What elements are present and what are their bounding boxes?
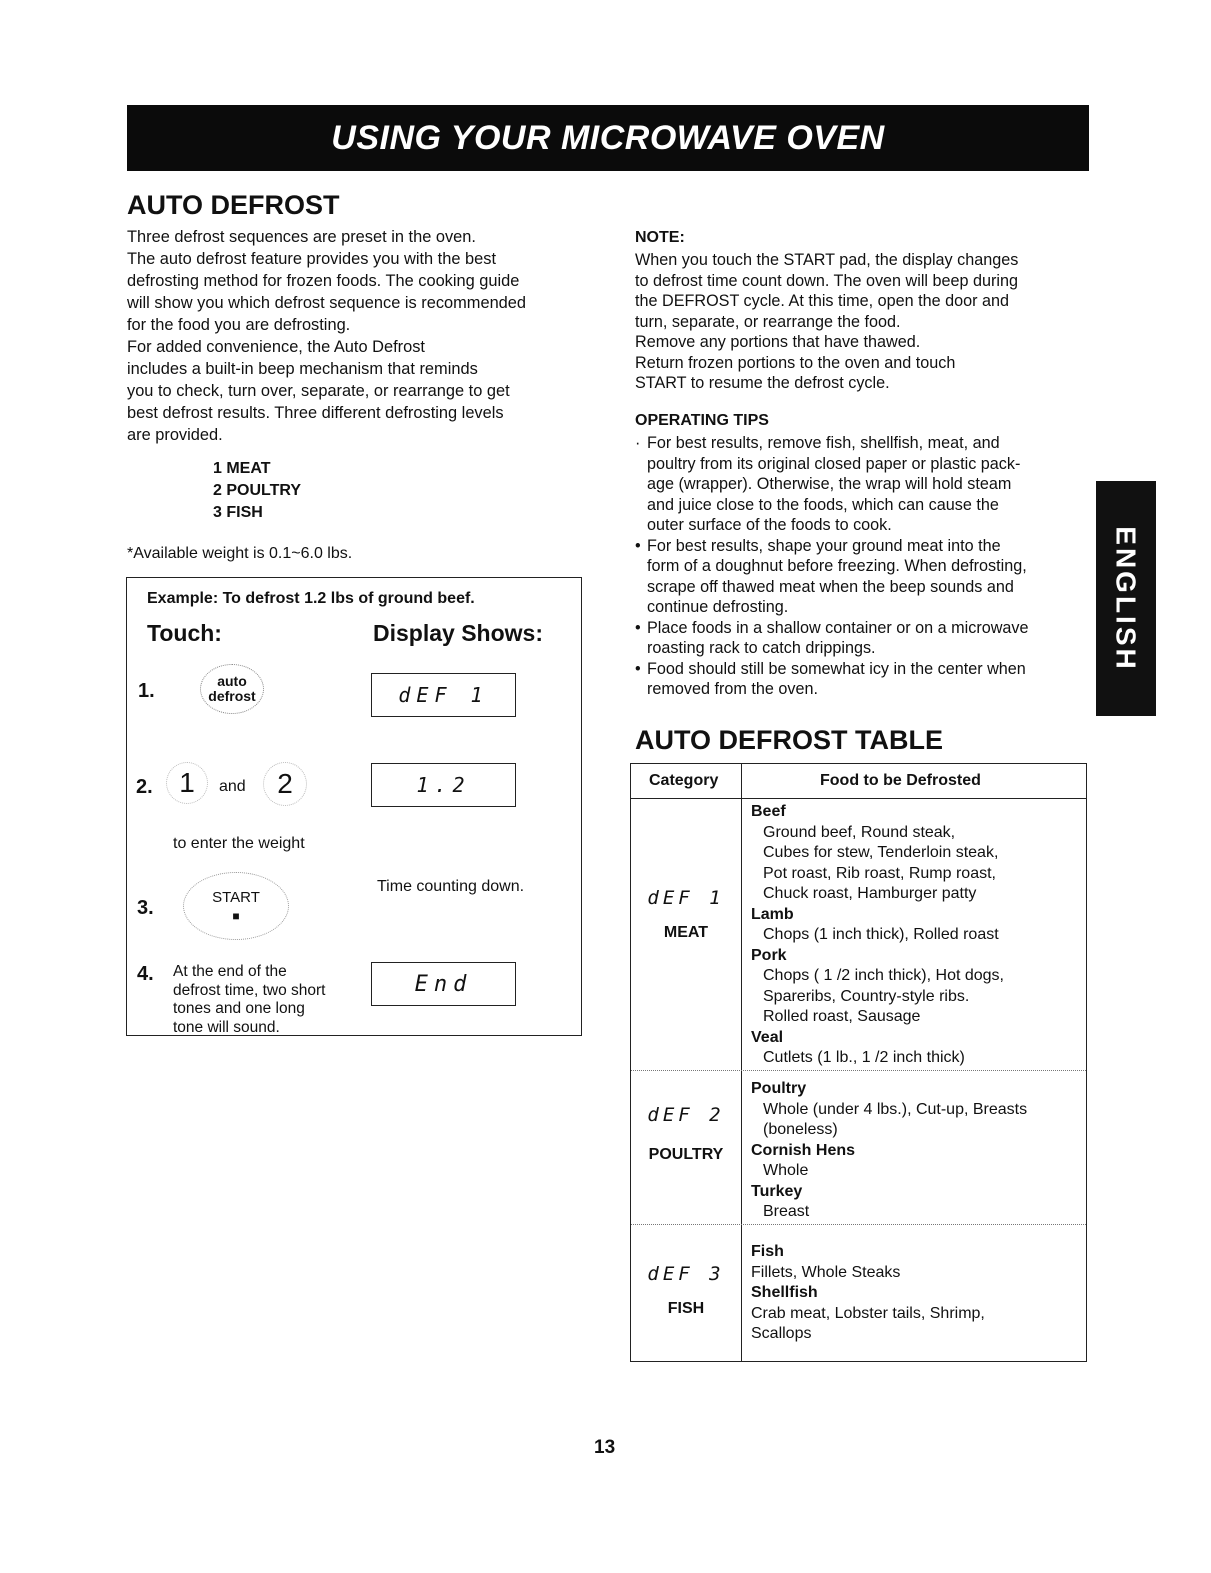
food-item: Whole xyxy=(763,1162,809,1179)
intro-line: includes a built-in beep mechanism that reminds xyxy=(127,360,478,378)
intro-line: will show you which defrost sequence is recommended xyxy=(127,294,527,312)
touch-header: Touch: xyxy=(147,620,222,646)
step-line: tone will sound. xyxy=(173,1018,280,1036)
example-title: Example: To defrost 1.2 lbs of ground beef. xyxy=(147,590,475,607)
display-caption: Time counting down. xyxy=(377,878,525,895)
food-item: Cubes for stew, Tenderloin steak, xyxy=(763,844,999,861)
step-caption: to enter the weight xyxy=(173,835,305,852)
category-name: POULTRY xyxy=(648,1146,724,1163)
step-number: 4. xyxy=(137,963,154,985)
food-group: Lamb xyxy=(751,905,794,923)
category-code: dEF 3 xyxy=(647,1263,725,1285)
tip-line: roasting rack to catch drippings. xyxy=(647,639,876,657)
food-group: Pork xyxy=(751,946,787,964)
food-item: Cutlets (1 lb., 1 /2 inch thick) xyxy=(763,1049,965,1066)
note-line: START to resume the defrost cycle. xyxy=(635,374,890,392)
intro-line: The auto defrost feature provides you with the best xyxy=(127,250,497,268)
display-lcd: dEF 1 xyxy=(371,673,516,717)
category-code: dEF 2 xyxy=(647,1104,725,1126)
page-banner xyxy=(127,105,1089,171)
food-group: Fish xyxy=(751,1243,784,1260)
bullet-icon: · xyxy=(635,434,641,452)
food-group: Beef xyxy=(751,803,786,820)
food-item: Chuck roast, Hamburger patty xyxy=(763,885,977,902)
tip-line: poultry from its original closed paper or plastic pack- xyxy=(647,454,1021,473)
number-key-2[interactable] xyxy=(263,762,307,806)
tip-line: Food should still be somewhat icy in the center when xyxy=(647,659,1026,678)
food-group: Shellfish xyxy=(751,1284,818,1301)
food-item: Spareribs, Country-style ribs. xyxy=(763,987,970,1005)
step-line: tones and one long xyxy=(173,1000,305,1017)
column-header-food: Food to be Defrosted xyxy=(820,772,981,789)
button-label: defrost xyxy=(208,688,256,704)
key-label: 2 xyxy=(277,768,293,799)
food-item: Chops ( 1 /2 inch thick), Hot dogs, xyxy=(763,967,1004,984)
tip-item xyxy=(635,659,1085,700)
tip-line: continue defrosting. xyxy=(647,598,789,616)
intro-line: defrosting method for frozen foods. The cooking guide xyxy=(127,272,520,290)
note-body xyxy=(635,250,1085,394)
intro-line: For added convenience, the Auto Defrost xyxy=(127,338,425,356)
defrost-levels-list xyxy=(213,458,301,524)
food-item: Ground beef, Round steak, xyxy=(763,823,956,841)
intro-line: best defrost results. Three different defrosting levels xyxy=(127,404,504,422)
food-item: Fillets, Whole Steaks xyxy=(751,1263,901,1281)
and-text: and xyxy=(219,778,246,795)
weight-note: *Available weight is 0.1~6.0 lbs. xyxy=(127,545,353,562)
food-item: Chops (1 inch thick), Rolled roast xyxy=(763,926,999,943)
bullet-icon: • xyxy=(635,536,641,555)
row-divider xyxy=(631,1224,1086,1225)
step-description xyxy=(173,963,325,1037)
food-list xyxy=(751,1079,1027,1223)
bullet-icon: • xyxy=(635,659,641,678)
tips-list xyxy=(635,433,1085,700)
bullet-icon: • xyxy=(635,618,641,637)
button-label: START xyxy=(212,889,260,906)
tip-line: removed from the oven. xyxy=(647,680,818,698)
button-label: auto xyxy=(217,673,247,689)
note-line: the DEFROST cycle. At this time, open the door and xyxy=(635,292,1009,310)
row-divider xyxy=(631,1070,1086,1071)
banner-title: USING YOUR MICROWAVE OVEN xyxy=(331,118,885,157)
tip-item xyxy=(635,618,1085,659)
level-item: 3 FISH xyxy=(213,504,263,521)
start-button[interactable] xyxy=(183,872,289,940)
language-tab-label: ENGLISH xyxy=(1111,525,1142,672)
note-line: Return frozen portions to the oven and touch xyxy=(635,353,956,372)
tip-line: form of a doughnut before freezing. When defrosting, xyxy=(647,557,1027,575)
food-item: (boneless) xyxy=(763,1121,838,1138)
note-title: NOTE: xyxy=(635,229,685,246)
food-list xyxy=(751,1242,985,1345)
intro-line: you to check, turn over, separate, or rearrange to get xyxy=(127,382,510,400)
intro-line: Three defrost sequences are preset in the oven. xyxy=(127,228,476,246)
tip-line: outer surface of the foods to cook. xyxy=(647,516,892,534)
food-item: Breast xyxy=(763,1203,810,1220)
display-header: Display Shows: xyxy=(373,620,543,646)
note-line: When you touch the START pad, the display changes xyxy=(635,251,1019,269)
food-group: Turkey xyxy=(751,1182,803,1200)
note-line: Remove any portions that have thawed. xyxy=(635,333,921,351)
intro-line: for the food you are defrosting. xyxy=(127,316,351,334)
header-divider xyxy=(631,798,1086,799)
defrost-table xyxy=(630,763,1087,1362)
language-tab xyxy=(1096,481,1156,716)
table-title: AUTO DEFROST TABLE xyxy=(635,725,943,755)
tip-line: For best results, shape your ground meat into the xyxy=(647,536,1001,555)
display-lcd: 1.2 xyxy=(371,763,516,807)
key-label: 1 xyxy=(179,767,195,798)
column-divider xyxy=(741,764,742,1361)
level-item: 1 MEAT xyxy=(213,460,271,477)
intro-line: are provided. xyxy=(127,426,223,444)
category-name: MEAT xyxy=(663,924,709,941)
food-item: Crab meat, Lobster tails, Shrimp, xyxy=(751,1304,985,1322)
display-lcd: End xyxy=(371,962,516,1006)
category-name: FISH xyxy=(667,1300,705,1317)
food-item: Pot roast, Rib roast, Rump roast, xyxy=(763,864,996,882)
food-item: Whole (under 4 lbs.), Cut-up, Breasts xyxy=(763,1100,1028,1118)
page-number: 13 xyxy=(594,1437,616,1458)
step-line: defrost time, two short xyxy=(173,981,326,999)
food-group: Veal xyxy=(751,1028,784,1046)
step-number: 3. xyxy=(137,897,154,919)
tips-title: OPERATING TIPS xyxy=(635,412,769,429)
tip-item xyxy=(635,433,1085,536)
tip-line: scrape off thawed meat when the beep sounds and xyxy=(647,577,1014,596)
step-number: 1. xyxy=(138,680,155,702)
tip-line: age (wrapper). Otherwise, the wrap will hold steam xyxy=(647,475,1012,493)
food-list xyxy=(751,802,1004,1069)
note-line: to defrost time count down. The oven will beep during xyxy=(635,271,1019,290)
section-title: AUTO DEFROST xyxy=(127,190,340,220)
food-item: Rolled roast, Sausage xyxy=(763,1008,921,1025)
note-line: turn, separate, or rearrange the food. xyxy=(635,312,901,331)
step-line: At the end of the xyxy=(173,963,287,980)
tip-item xyxy=(635,536,1085,618)
lock-icon: ■ xyxy=(232,909,240,923)
column-header-category: Category xyxy=(649,772,719,789)
number-key-1[interactable] xyxy=(166,762,208,804)
step-number: 2. xyxy=(136,776,153,798)
intro-paragraph xyxy=(127,226,587,446)
category-code: dEF 1 xyxy=(647,887,725,909)
tip-line: and juice close to the foods, which can cause the xyxy=(647,495,999,514)
food-group: Poultry xyxy=(751,1080,807,1097)
food-item: Scallops xyxy=(751,1325,812,1342)
auto-defrost-button[interactable] xyxy=(200,664,264,714)
food-group: Cornish Hens xyxy=(751,1141,856,1159)
tip-line: Place foods in a shallow container or on a microwave xyxy=(647,618,1029,637)
level-item: 2 POULTRY xyxy=(213,482,302,499)
tip-line: For best results, remove fish, shellfish, meat, and xyxy=(647,434,1000,452)
